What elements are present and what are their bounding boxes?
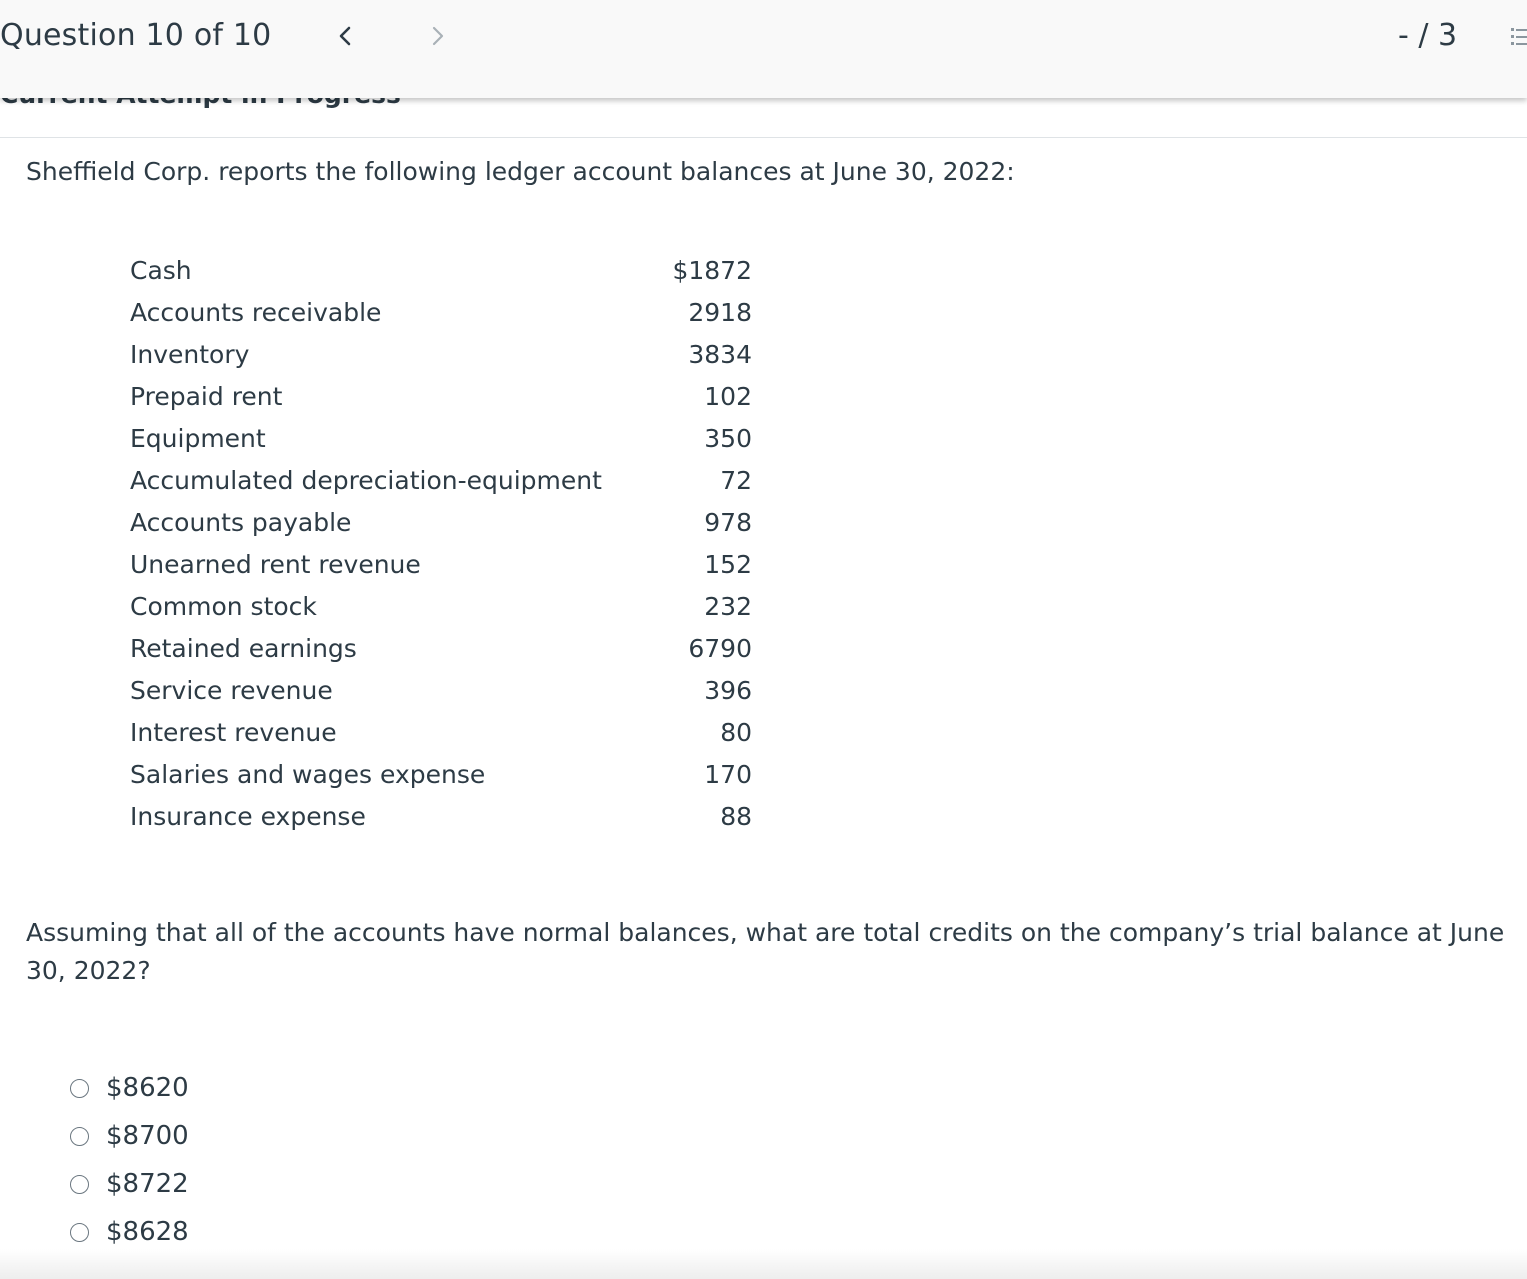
ledger-row [130,544,752,586]
ledger-row [130,796,752,838]
radio-button[interactable] [70,1079,89,1098]
account-amount: 2918 [688,298,752,327]
radio-button[interactable] [70,1175,89,1194]
account-name: Retained earnings [130,634,357,663]
ledger-row [130,586,752,628]
account-name: Service revenue [130,676,333,705]
account-amount: 978 [704,508,752,537]
ledger-table [130,250,752,838]
account-amount: 88 [720,802,752,831]
ledger-row [130,292,752,334]
account-name: Accounts receivable [130,298,382,327]
answer-label: $8628 [106,1217,189,1247]
account-name: Accounts payable [130,508,352,537]
account-name: Accumulated depreciation-equipment [130,466,602,495]
answer-label: $8722 [106,1169,189,1199]
account-amount: 350 [704,424,752,453]
account-amount: 3834 [688,340,752,369]
question-counter: Question 10 of 10 [0,18,272,53]
ledger-row [130,670,752,712]
ledger-row [130,376,752,418]
question-prompt: Assuming that all of the accounts have normal balances, what are total credits on the company’s trial balance at June 30, 2022? [26,918,1505,985]
answer-label: $8620 [106,1073,189,1103]
ledger-row [130,712,752,754]
ledger-row [130,460,752,502]
account-amount: 72 [720,466,752,495]
account-amount: $1872 [672,256,752,285]
answer-option[interactable] [70,1160,189,1208]
question-list-icon [1511,26,1527,52]
account-name: Inventory [130,340,250,369]
question-intro: Sheffield Corp. reports the following ledger account balances at June 30, 2022: [26,157,1015,186]
answer-label: $8700 [106,1121,189,1151]
question-list-button[interactable] [1511,26,1527,52]
question-header [0,0,1527,98]
account-name: Insurance expense [130,802,366,831]
ledger-row [130,628,752,670]
chevron-left-icon [337,24,353,48]
radio-button[interactable] [70,1127,89,1146]
account-name: Equipment [130,424,266,453]
account-amount: 170 [704,760,752,789]
account-amount: 152 [704,550,752,579]
bottom-shadow [0,1249,1527,1279]
next-question-button[interactable] [418,16,458,56]
divider [0,137,1527,138]
account-name: Common stock [130,592,317,621]
account-amount: 102 [704,382,752,411]
account-amount: 6790 [688,634,752,663]
answer-option[interactable] [70,1064,189,1112]
account-name: Unearned rent revenue [130,550,421,579]
account-amount: 232 [704,592,752,621]
previous-question-button[interactable] [325,16,365,56]
answer-options [70,1064,189,1256]
ledger-row [130,250,752,292]
account-amount: 396 [704,676,752,705]
radio-button[interactable] [70,1223,89,1242]
ledger-row [130,502,752,544]
ledger-row [130,334,752,376]
ledger-row [130,754,752,796]
account-name: Prepaid rent [130,382,283,411]
question-score: - / 3 [1398,18,1458,53]
account-name: Salaries and wages expense [130,760,486,789]
chevron-right-icon [430,24,446,48]
account-name: Interest revenue [130,718,337,747]
ledger-row [130,418,752,460]
account-name: Cash [130,256,192,285]
account-amount: 80 [720,718,752,747]
answer-option[interactable] [70,1112,189,1160]
